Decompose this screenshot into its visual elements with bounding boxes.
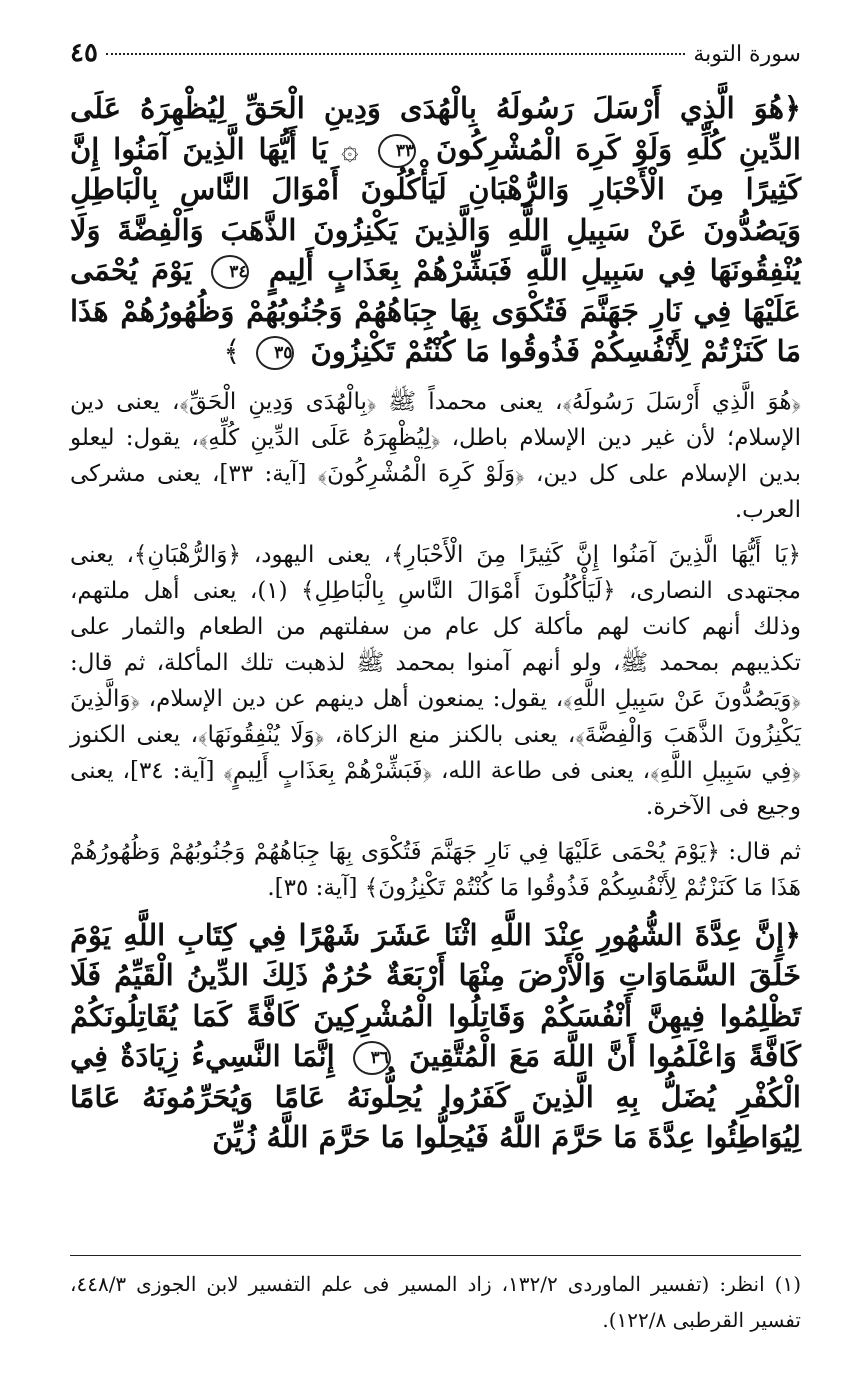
verse-text: يَوْمَ يُحْمَى عَلَيْهَا فِي نَارِ جَهَنَّمَ فَتُكْوَى بِهَا جِبَاهُهُمْ وَجُنُوبُهُمْ وَظُهُورُهُمْ هَذَا مَا كَنَزْتُمْ لِأَنْفُسِكُمْ فَذُوقُوا مَا كُنْتُمْ تَكْنِزُونَ [70,253,801,368]
verse-text: يَا أَيُّهَا الَّذِينَ آمَنُوا إِنَّ كَثِيرًا مِنَ الْأَحْبَارِ وَالرُّهْبَانِ لَيَأْكُلُونَ أَمْوَالَ النَّاسِ بِالْبَاطِلِ وَيَصُدُّونَ عَنْ سَبِيلِ اللَّهِ وَالَّذِينَ يَكْنِزُونَ الذَّهَبَ وَالْفِضَّةَ وَلَا يُنْفِقُونَهَا فِي سَبِيلِ اللَّهِ فَبَشِّرْهُمْ بِعَذَابٍ أَلِيمٍ [70,131,801,287]
header-dotted-leader [106,53,685,55]
verse-ornament: ۞ [341,131,359,166]
footnote: (١) انظر: (تفسير الماوردى ١٣٢/٢، زاد المسير فى علم التفسير لابن الجوزى ٤٤٨/٣، تفسير القرطبى ١٢٢/٨). [70,1272,801,1332]
quran-verses-top [70,88,801,372]
page-header [70,38,801,78]
verse-number-marker: ٣٤ [211,255,249,289]
footnote-separator [70,1255,801,1256]
page-number: ٤٥ [70,38,98,68]
quran-verses-bottom [70,915,801,1158]
verse-text: ﴿هُوَ الَّذِي أَرْسَلَ رَسُولَهُ بِالْهُدَى وَدِينِ الْحَقِّ لِيُظْهِرَهُ عَلَى الدِّينِ كُلِّهِ وَلَوْ كَرِهَ الْمُشْرِكُونَ [70,91,801,166]
surah-title: سورة التوبة [693,42,801,67]
verse-close-bracket: ﴾ [223,334,241,368]
verse-number-marker: ٣٣ [378,134,416,168]
verse-number-marker: ٣٥ [256,336,294,370]
commentary-paragraph: ﴿هُوَ الَّذِي أَرْسَلَ رَسُولَهُ﴾، يعنى محمداً ﷺ ﴿بِالْهُدَى وَدِينِ الْحَقِّ﴾، يعنى دين الإسلام؛ لأن غير دين الإسلام باطل، ﴿لِيُظْهِرَهُ عَلَى الدِّينِ كُلِّهِ﴾، يقول: ليعلو بدين الإسلام على كل دين، ﴿وَلَوْ كَرِهَ الْمُشْرِكُونَ﴾ [آية: ٣٣]، يعنى مشركى العرب. [70,388,801,523]
verse-number-marker: ٣٦ [353,1041,391,1075]
verse-text: ﴿إِنَّ عِدَّةَ الشُّهُورِ عِنْدَ اللَّهِ اثْنَا عَشَرَ شَهْرًا فِي كِتَابِ اللَّهِ يَوْمَ خَلَقَ السَّمَاوَاتِ وَالْأَرْضَ مِنْهَا أَرْبَعَةٌ حُرُمٌ ذَلِكَ الدِّينُ الْقَيِّمُ فَلَا تَظْلِمُوا فِيهِنَّ أَنْفُسَكُمْ وَقَاتِلُوا الْمُشْرِكِينَ كَافَّةً كَمَا يُقَاتِلُونَكُمْ كَافَّةً وَاعْلَمُوا أَنَّ اللَّهَ مَعَ الْمُتَّقِينَ [70,917,801,1073]
commentary-paragraph: ثم قال: ﴿يَوْمَ يُحْمَى عَلَيْهَا فِي نَارِ جَهَنَّمَ فَتُكْوَى بِهَا جِبَاهُهُمْ وَجُنُوبُهُمْ وَظُهُورُهُمْ هَذَا مَا كَنَزْتُمْ لِأَنْفُسِكُمْ فَذُوقُوا مَا كُنْتُمْ تَكْنِزُونَ﴾ [آية: ٣٥]. [70,838,801,901]
tafsir-commentary [70,384,801,906]
verse-text: إِنَّمَا النَّسِيءُ زِيَادَةٌ فِي الْكُفْرِ يُضَلُّ بِهِ الَّذِينَ كَفَرُوا يُحِلُّونَهُ عَامًا وَيُحَرِّمُونَهُ عَامًا لِيُوَاطِئُوا عِدَّةَ مَا حَرَّمَ اللَّهُ فَيُحِلُّوا مَا حَرَّمَ اللَّهُ زُيِّنَ [70,1039,801,1154]
commentary-paragraph: ﴿يَا أَيُّهَا الَّذِينَ آمَنُوا إِنَّ كَثِيرًا مِنَ الْأَحْبَارِ﴾، يعنى اليهود، ﴿وَالرُّهْبَانِ﴾، يعنى مجتهدى النصارى، ﴿لَيَأْكُلُونَ أَمْوَالَ النَّاسِ بِالْبَاطِلِ﴾ (١)، يعنى أهل ملتهم، وذلك أنهم كانت لهم مأكلة كل عام من سفلتهم من الطعام والثمار على تكذيبهم بمحمد ﷺ، ولو أنهم آمنوا بمحمد ﷺ لذهبت تلك المأكلة، ثم قال: ﴿وَيَصُدُّونَ عَنْ سَبِيلِ اللَّهِ﴾، يقول: يمنعون أهل دينهم عن دين الإسلام، ﴿وَالَّذِينَ يَكْنِزُونَ الذَّهَبَ وَالْفِضَّةَ﴾، يعنى بالكنز منع الزكاة، ﴿وَلَا يُنْفِقُونَهَا﴾، يعنى الكنوز ﴿فِي سَبِيلِ اللَّهِ﴾، يعنى فى طاعة الله، ﴿فَبَشِّرْهُمْ بِعَذَابٍ أَلِيمٍ﴾ [آية: ٣٤]، يعنى وجيع فى الآخرة. [70,541,801,820]
